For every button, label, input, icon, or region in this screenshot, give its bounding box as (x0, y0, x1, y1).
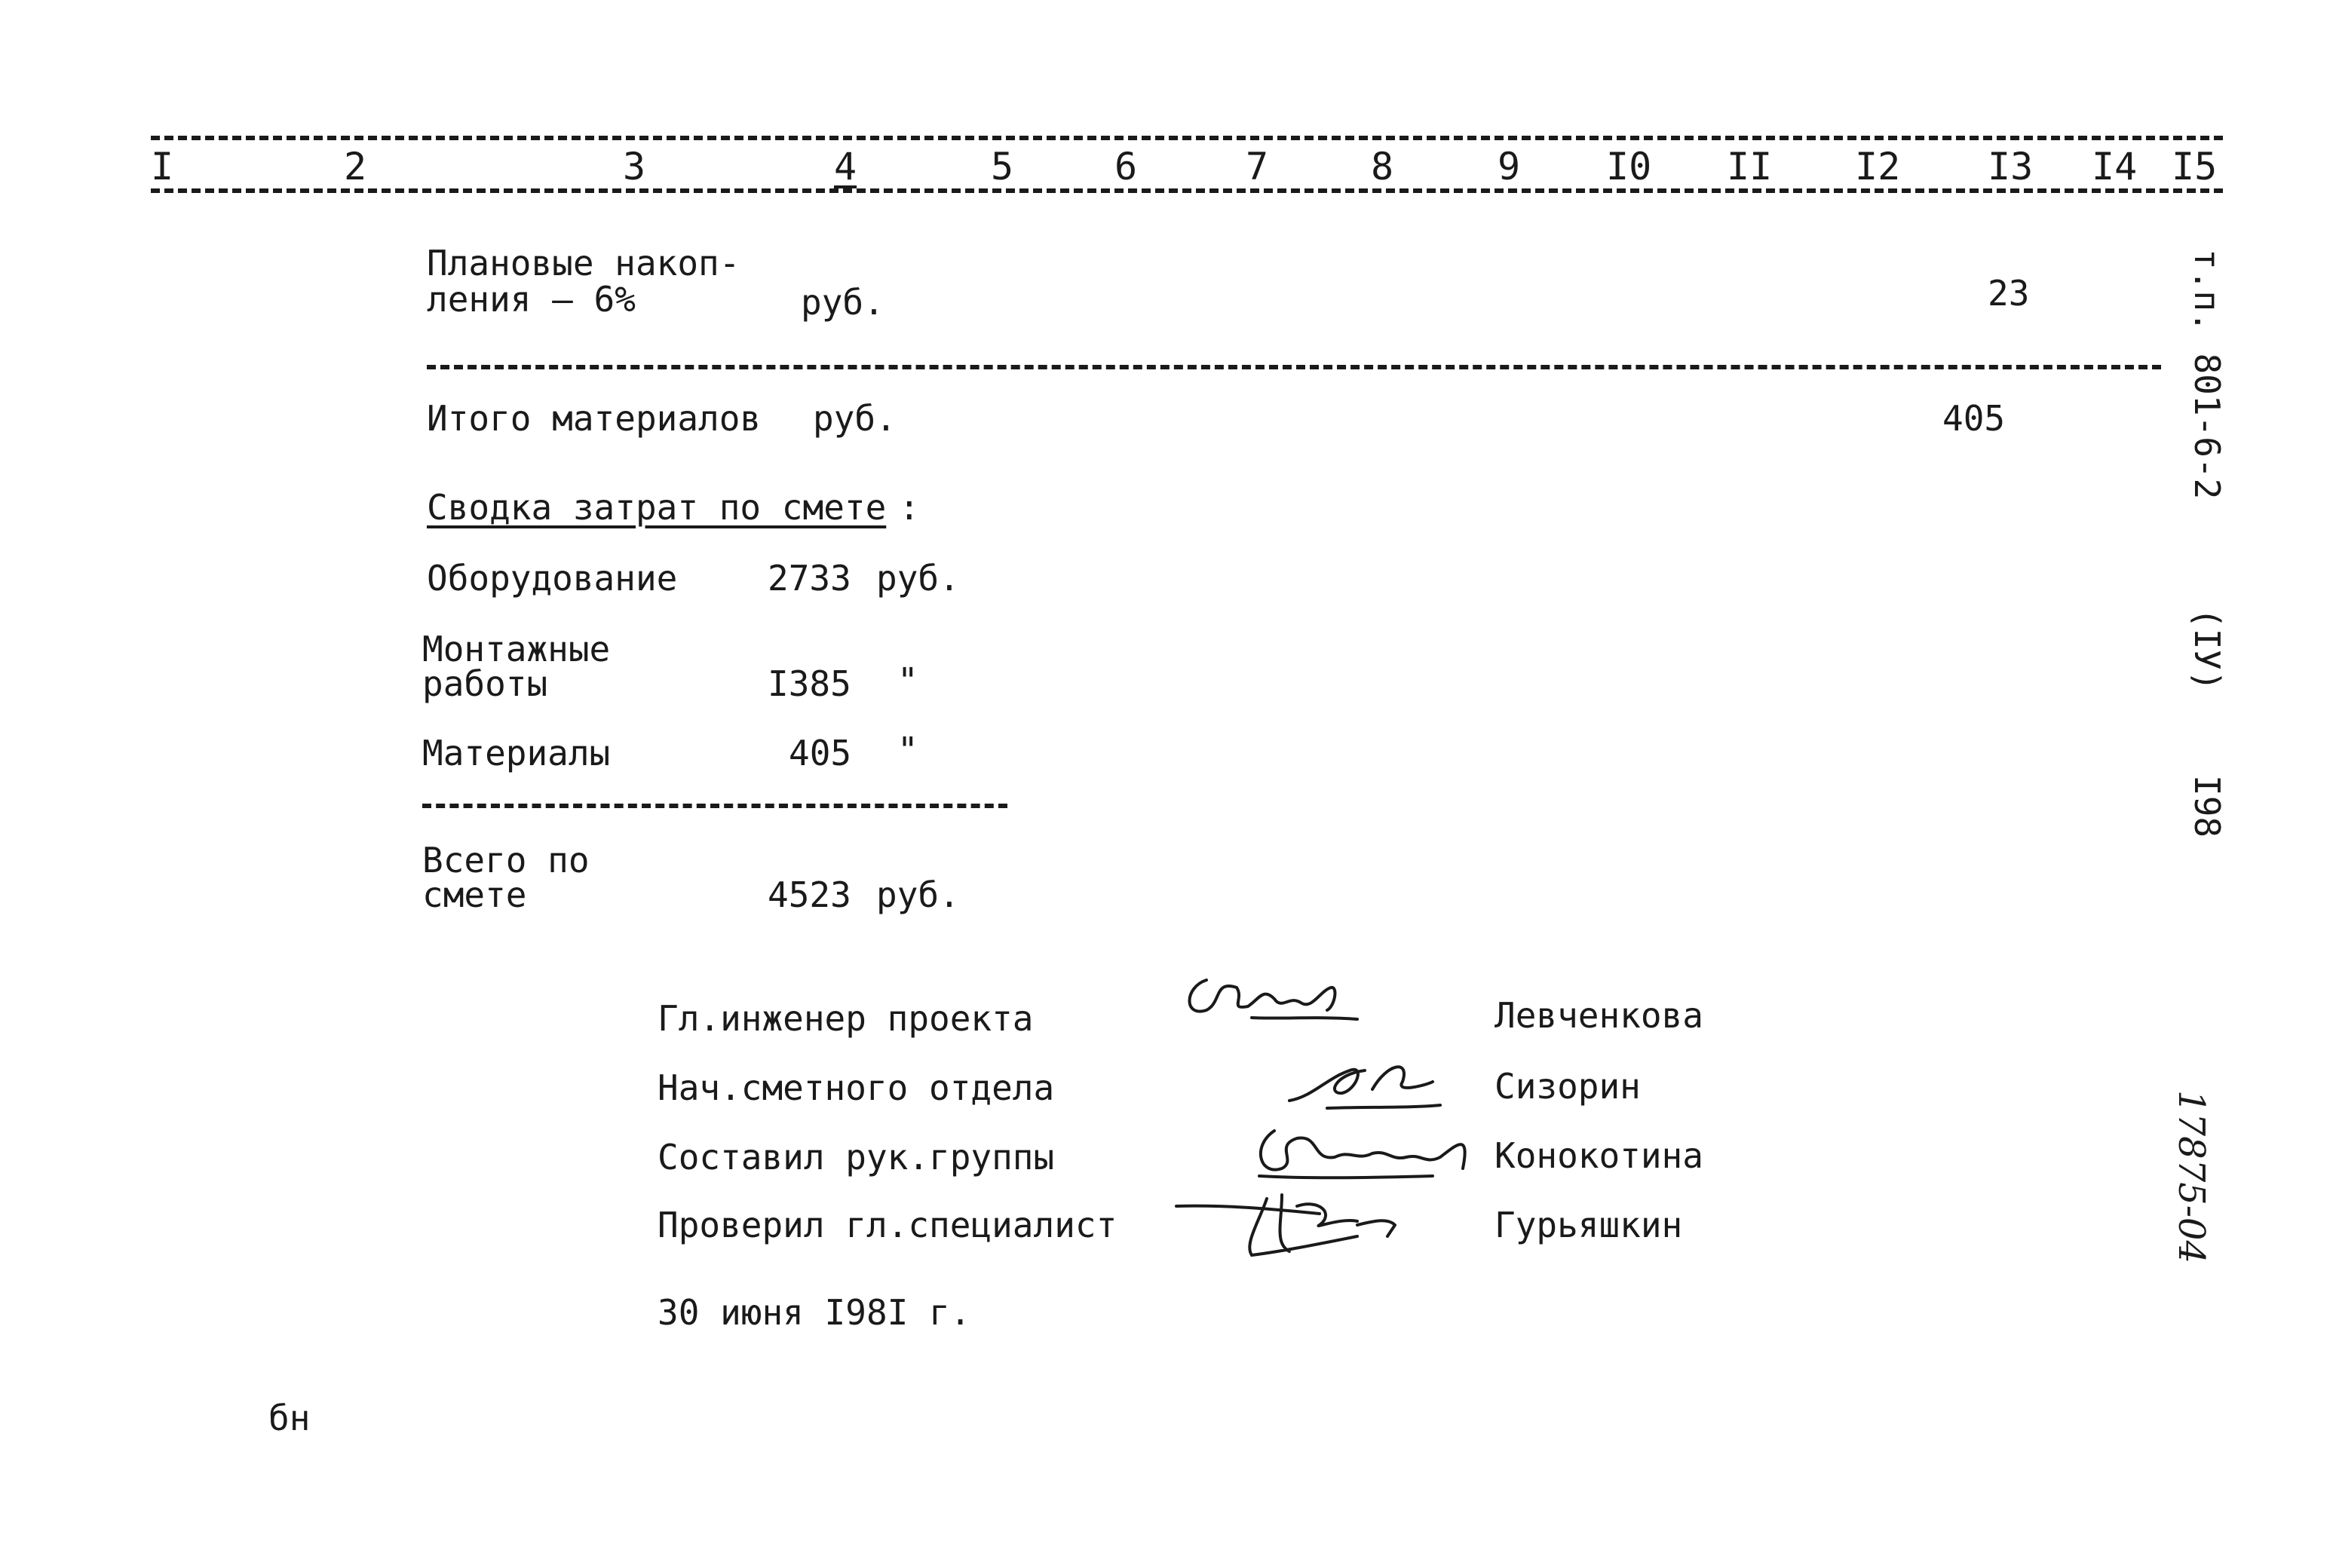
column-number: 4 (834, 145, 857, 188)
equipment-unit: руб. (876, 558, 960, 599)
planned-unit: руб. (801, 282, 884, 323)
summary-heading-colon: : (899, 487, 920, 528)
installation-label-line2: работы (422, 663, 548, 704)
total-label-line2: смете (422, 874, 527, 915)
installation-unit: " (897, 660, 918, 701)
signature-role: Нач.сметного отдела (658, 1067, 1055, 1108)
materials-unit: " (897, 730, 918, 770)
column-number: 2 (344, 145, 367, 188)
signature-role: Проверил гл.специалист (658, 1205, 1117, 1245)
signature-role: Гл.инженер проекта (658, 998, 1034, 1039)
column-number: 9 (1498, 145, 1521, 188)
footer-mark: бн (268, 1398, 311, 1438)
installation-label-line1: Монтажные (422, 629, 611, 669)
signature-name: Конокотина (1495, 1135, 1703, 1176)
total-label-line1: Всего по (422, 840, 590, 880)
margin-inventory-number: 17875-04 (2170, 1090, 2212, 1263)
signature-role: Составил рук.группы (658, 1137, 1055, 1178)
column-number: I (151, 145, 174, 188)
column-number: II (1727, 145, 1773, 188)
column-number: I3 (1988, 145, 2034, 188)
total-value: 4523 (768, 874, 851, 915)
equipment-value: 2733 (768, 558, 851, 599)
summary-heading: Сводка затрат по смете (427, 487, 887, 528)
margin-project-code: т.п. 801-6-2 (2187, 249, 2227, 500)
column-number: I2 (1855, 145, 1901, 188)
total-unit: руб. (876, 874, 960, 915)
signature-name: Левченкова (1495, 995, 1703, 1036)
column-number: 6 (1114, 145, 1138, 188)
column-number: 3 (623, 145, 646, 188)
planned-value: 23 (1988, 273, 2030, 314)
column-number: I5 (2172, 145, 2218, 188)
summary-separator (422, 804, 1007, 808)
header-bottom-rule (151, 188, 2223, 193)
materials-total-label: Итого материалов (427, 398, 762, 439)
signature-image (1282, 1048, 1463, 1116)
signature-image (1244, 1116, 1485, 1191)
planned-label-line2: ления – 6% (427, 279, 636, 320)
column-number: 5 (991, 145, 1014, 188)
column-number: 8 (1371, 145, 1394, 188)
materials-separator (427, 365, 2161, 369)
signature-image (1176, 965, 1372, 1033)
column-number: I4 (2092, 145, 2138, 188)
equipment-label: Оборудование (427, 558, 678, 599)
signature-name: Сизорин (1495, 1066, 1641, 1107)
header-top-rule (151, 136, 2223, 140)
planned-label-line1: Плановые накоп- (427, 243, 740, 283)
column-number: 7 (1246, 145, 1269, 188)
materials-total-unit: руб. (813, 398, 897, 439)
margin-section: (IУ) (2187, 608, 2227, 691)
signature-name: Гурьяшкин (1495, 1205, 1683, 1245)
materials-value: 405 (789, 733, 852, 773)
margin-page-number: I98 (2187, 775, 2227, 838)
materials-total-value: 405 (1942, 398, 2006, 439)
document-date: 30 июня I98I г. (658, 1292, 971, 1333)
materials-label: Материалы (422, 733, 611, 773)
installation-value: I385 (768, 663, 851, 704)
column-number: I0 (1606, 145, 1652, 188)
signature-image (1169, 1184, 1425, 1266)
